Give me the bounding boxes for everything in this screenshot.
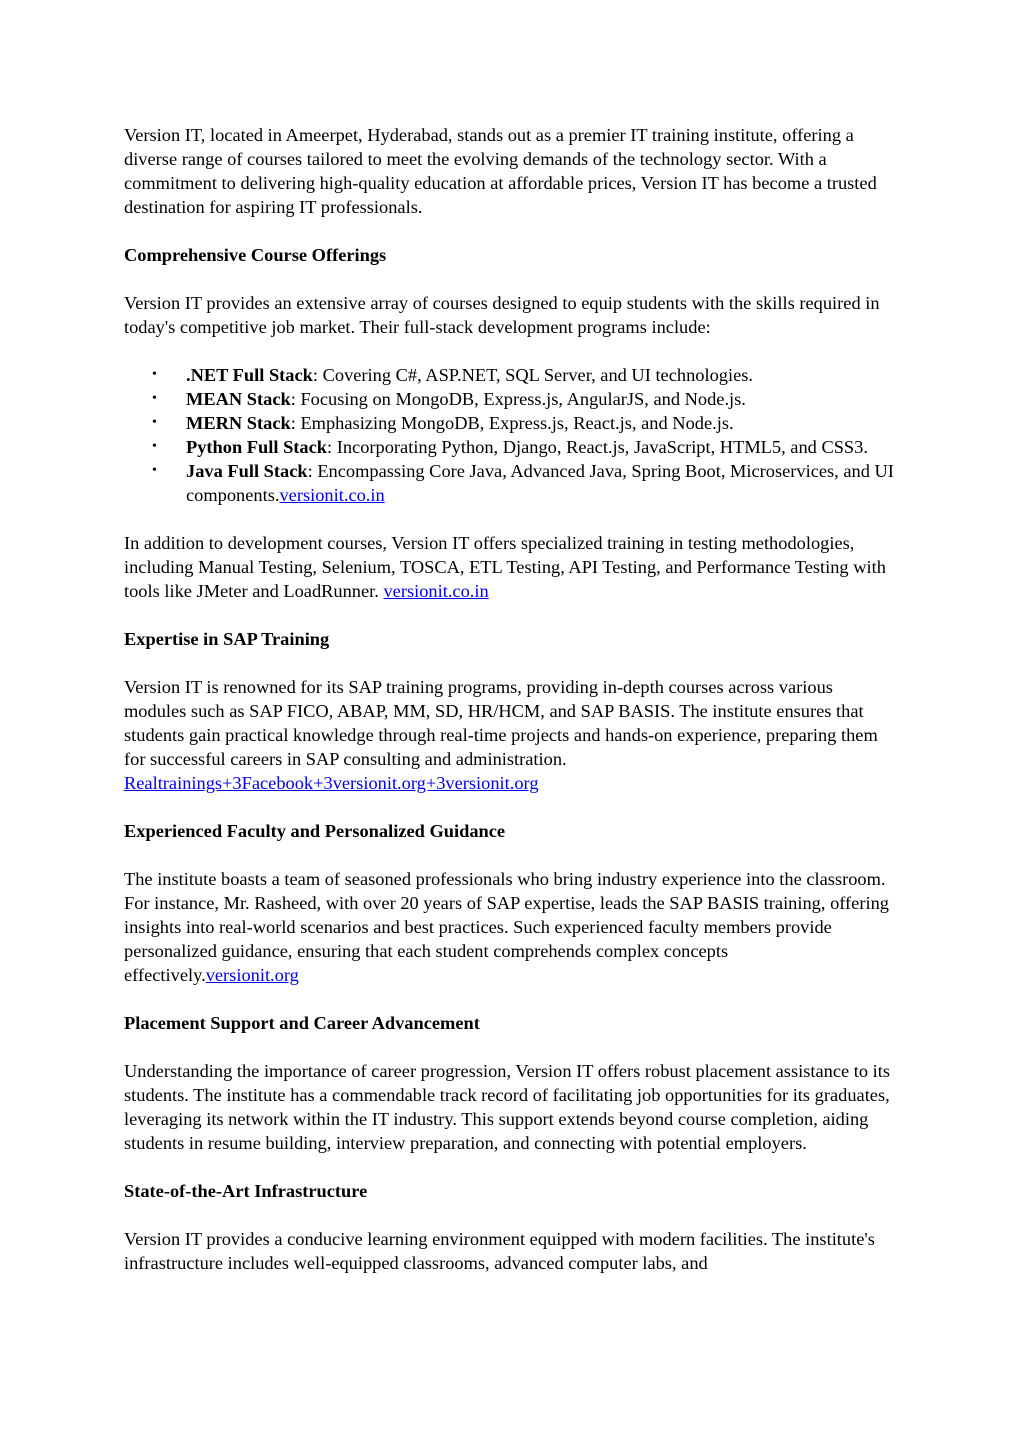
- course-title: MERN Stack: [186, 413, 291, 433]
- course-description: : Incorporating Python, Django, React.js, JavaScript, HTML5, and CSS3.: [327, 437, 868, 457]
- intro-paragraph: Version IT, located in Ameerpet, Hyderabad, stands out as a premier IT training institute, offering a diverse range of courses tailored to meet the evolving demands of the technology sector. With a commitment to delivering high-quality education at affordable prices, Version IT has become a trusted destination for aspiring IT professionals.: [124, 125, 877, 217]
- course-title: Java Full Stack: [186, 461, 308, 481]
- course-description: : Focusing on MongoDB, Express.js, AngularJS, and Node.js.: [290, 389, 746, 409]
- course-title: .NET Full Stack: [186, 365, 313, 385]
- source-links[interactable]: Realtrainings+3Facebook+3versionit.org+3versionit.org: [124, 773, 539, 793]
- course-description: : Covering C#, ASP.NET, SQL Server, and UI technologies.: [312, 365, 753, 385]
- list-item: [124, 363, 899, 387]
- list-item: [124, 459, 899, 507]
- document-page: [124, 123, 899, 1299]
- section-heading-course-offerings: Comprehensive Course Offerings: [124, 245, 387, 265]
- section-heading-sap-training: Expertise in SAP Training: [124, 629, 330, 649]
- bullet-icon: •: [152, 367, 157, 382]
- bullet-icon: •: [152, 439, 157, 454]
- bullet-icon: •: [152, 415, 157, 430]
- course-title: MEAN Stack: [186, 389, 291, 409]
- sap-paragraph: [124, 675, 899, 795]
- course-title: Python Full Stack: [186, 437, 328, 457]
- section-heading-faculty: Experienced Faculty and Personalized Guidance: [124, 821, 506, 841]
- versionit-co-in-link[interactable]: versionit.co.in: [383, 581, 489, 601]
- course-list: [124, 363, 899, 507]
- bullet-icon: •: [152, 463, 157, 478]
- testing-text: In addition to development courses, Version IT offers specialized training in testing methodologies, including Manual Testing, Selenium, TOSCA, ETL Testing, API Testing, and Performance Testing with tools like JMeter and LoadRunner.: [124, 533, 886, 601]
- list-item: [124, 387, 899, 411]
- course-offerings-paragraph: Version IT provides an extensive array of courses designed to equip students with the skills required in today's competitive job market. Their full-stack development programs include:: [124, 293, 880, 337]
- list-item: [124, 411, 899, 435]
- infrastructure-paragraph: Version IT provides a conducive learning environment equipped with modern facilities. The institute's infrastructure includes well-equipped classrooms, advanced computer labs, and: [124, 1229, 875, 1273]
- section-heading-placement: Placement Support and Career Advancement: [124, 1013, 480, 1033]
- placement-paragraph: Understanding the importance of career progression, Version IT offers robust placement assistance to its students. The institute has a commendable track record of facilitating job opportunities for its graduates, leveraging its network within the IT industry. This support extends beyond course completion, aiding students in resume building, interview preparation, and connecting with potential employers.: [124, 1061, 891, 1153]
- course-description: : Encompassing Core Java, Advanced Java, Spring Boot, Microservices, and UI components.: [186, 461, 894, 505]
- versionit-co-in-link[interactable]: versionit.co.in: [279, 485, 385, 505]
- testing-paragraph: [124, 531, 899, 603]
- course-description: : Emphasizing MongoDB, Express.js, React.js, and Node.js.: [290, 413, 734, 433]
- sap-text: Version IT is renowned for its SAP training programs, providing in-depth courses across various modules such as SAP FICO, ABAP, MM, SD, HR/HCM, and SAP BASIS. The institute ensures that students gain practical knowledge through real-time projects and hands-on experience, preparing them for successful careers in SAP consulting and administration.: [124, 677, 878, 769]
- versionit-org-link[interactable]: versionit.org: [205, 965, 299, 985]
- section-heading-infrastructure: State-of-the-Art Infrastructure: [124, 1181, 368, 1201]
- faculty-text: The institute boasts a team of seasoned professionals who bring industry experience into the classroom. For instance, Mr. Rasheed, with over 20 years of SAP expertise, leads the SAP BASIS training, offering insights into real-world scenarios and best practices. Such experienced faculty members provide personalized guidance, ensuring that each student comprehends complex concepts effectively.: [124, 869, 889, 985]
- list-item: [124, 435, 899, 459]
- faculty-paragraph: [124, 867, 899, 987]
- bullet-icon: •: [152, 391, 157, 406]
